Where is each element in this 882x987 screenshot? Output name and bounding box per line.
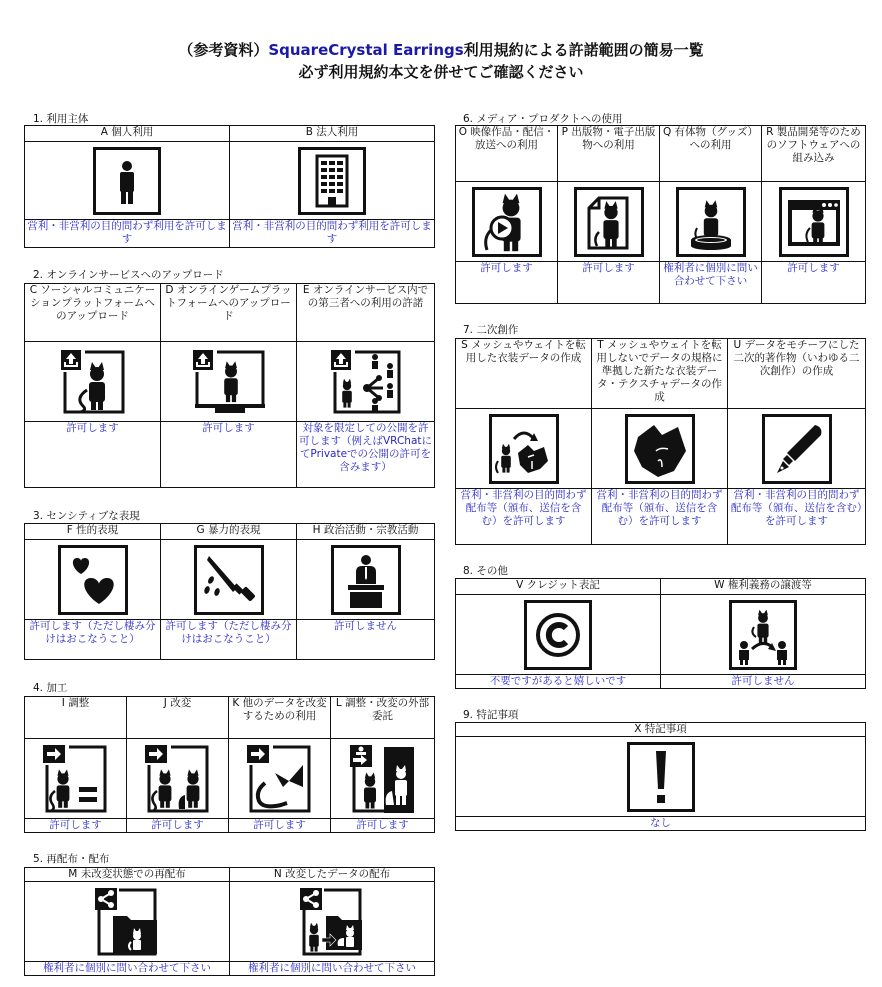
section-2-table xyxy=(24,283,435,488)
outsource-icon xyxy=(348,743,418,815)
costume-icon xyxy=(625,414,695,484)
item-l-value: 許可します xyxy=(331,819,435,833)
item-r-value: 許可します xyxy=(762,262,866,304)
building-icon xyxy=(298,147,366,215)
item-e-value: 対象を限定しての公開を許可します（例えばVRChatにてPrivateでの公開の許可を含みます） xyxy=(297,422,435,488)
section-2-label: 2. オンラインサービスへのアップロード xyxy=(33,269,224,281)
video-icon xyxy=(472,187,542,257)
item-u-value: 営利・非営利の目的問わず配布等（頒布、送信を含む）を許可します xyxy=(728,489,866,545)
item-t-value: 営利・非営利の目的問わず配布等（頒布、送信を含む）を許可します xyxy=(592,489,728,545)
copyright-icon xyxy=(524,600,592,670)
pen-nib-icon xyxy=(762,414,832,484)
section-7-table xyxy=(455,338,866,545)
item-t-header: T メッシュやウェイトを転用しないでデータの規格に準拠した新たな衣装データ・テクスチャデータの作成 xyxy=(592,339,728,409)
item-d-value: 許可します xyxy=(161,422,297,488)
item-m-value: 権利者に個別に問い合わせて下さい xyxy=(25,962,230,976)
item-o-value: 許可します xyxy=(456,262,558,304)
person-icon xyxy=(93,147,161,215)
item-w-value: 許可しません xyxy=(661,675,866,689)
software-window-icon xyxy=(779,187,849,257)
section-5-table xyxy=(24,867,435,976)
goods-figure-icon xyxy=(676,187,746,257)
item-r-header: R 製品開発等のためのソフトウェアへの組み込み xyxy=(762,126,866,182)
section-5-label: 5. 再配布・配布 xyxy=(33,853,110,865)
brand-name: SquareCrystal Earrings xyxy=(268,41,464,59)
item-l-header: L 調整・改変の外部委託 xyxy=(331,697,435,739)
section-6-table xyxy=(455,125,866,304)
section-1-label: 1. 利用主体 xyxy=(33,113,89,125)
item-i-header: I 調整 xyxy=(25,697,127,739)
item-b-value: 営利・非営利の目的問わず利用を許可します xyxy=(230,220,435,248)
title-prefix: （参考資料） xyxy=(178,41,269,59)
item-o-header: O 映像作品・配信・放送への利用 xyxy=(456,126,558,182)
transfer-rights-icon xyxy=(729,600,797,670)
section-9-label: 9. 特記事項 xyxy=(463,709,519,721)
share-third-party-icon xyxy=(327,348,405,416)
upload-game-icon xyxy=(189,348,269,416)
section-6-label: 6. メディア・プロダクトへの使用 xyxy=(463,113,623,125)
distribute-modified-icon xyxy=(298,886,366,958)
use-for-other-data-icon xyxy=(245,743,315,815)
item-q-value: 権利者に個別に問い合わせて下さい xyxy=(660,262,762,304)
page-title xyxy=(0,39,882,60)
redistribute-icon xyxy=(93,886,161,958)
item-j-header: J 改変 xyxy=(127,697,229,739)
item-d-header: D オンラインゲームプラットフォームへのアップロード xyxy=(161,284,297,342)
item-b-header: B 法人利用 xyxy=(230,126,435,142)
item-k-value: 許可します xyxy=(229,819,331,833)
exclamation-icon xyxy=(627,742,695,812)
item-m-header: M 未改変状態での再配布 xyxy=(25,868,230,882)
section-4-label: 4. 加工 xyxy=(33,682,68,694)
adjust-icon xyxy=(41,743,111,815)
page-subtitle: 必ず利用規約本文を併せてご確認ください xyxy=(298,63,584,81)
item-s-value: 営利・非営利の目的問わず配布等（頒布、送信を含む）を許可します xyxy=(456,489,592,545)
item-n-value: 権利者に個別に問い合わせて下さい xyxy=(230,962,435,976)
item-g-value: 許可します（ただし棲み分けはおこなうこと） xyxy=(161,620,297,660)
item-a-header: A 個人利用 xyxy=(25,126,230,142)
item-h-value: 許可しません xyxy=(297,620,435,660)
item-k-header: K 他のデータを改変するための利用 xyxy=(229,697,331,739)
item-w-header: W 権利義務の譲渡等 xyxy=(661,579,866,595)
item-v-header: V クレジット表記 xyxy=(456,579,661,595)
modify-icon xyxy=(143,743,213,815)
item-s-header: S メッシュやウェイトを転用した衣装データの作成 xyxy=(456,339,592,409)
item-p-value: 許可します xyxy=(558,262,660,304)
item-q-header: Q 有体物（グッズ）への利用 xyxy=(660,126,762,182)
section-8-table xyxy=(455,578,866,689)
item-u-header: U データをモチーフにした二次的著作物（いわゆる二次創作）の作成 xyxy=(728,339,866,409)
podium-icon xyxy=(331,545,401,615)
upload-sns-icon xyxy=(57,348,129,416)
item-f-value: 許可します（ただし棲み分けはおこなうこと） xyxy=(25,620,161,660)
hearts-icon xyxy=(58,545,128,615)
item-i-value: 許可します xyxy=(25,819,127,833)
item-p-header: P 出版物・電子出版物への利用 xyxy=(558,126,660,182)
section-8-label: 8. その他 xyxy=(463,565,508,577)
title-suffix: 利用規約による許諾範囲の簡易一覧 xyxy=(463,41,704,59)
item-n-header: N 改変したデータの配布 xyxy=(230,868,435,882)
item-v-value: 不要ですがあると嬉しいです xyxy=(456,675,661,689)
section-3-label: 3. センシティブな表現 xyxy=(33,510,140,522)
item-f-header: F 性的表現 xyxy=(25,524,161,540)
item-c-value: 許可します xyxy=(25,422,161,488)
section-9-table xyxy=(455,722,866,831)
item-x-value: なし xyxy=(456,817,866,831)
item-c-header: C ソーシャルコミュニケーションプラットフォームへのアップロード xyxy=(25,284,161,342)
section-4-table xyxy=(24,696,435,833)
item-h-header: H 政治活動・宗教活動 xyxy=(297,524,435,540)
costume-transfer-icon xyxy=(489,414,559,484)
item-e-header: E オンラインサービス内での第三者への利用の許諾 xyxy=(297,284,435,342)
item-g-header: G 暴力的表現 xyxy=(161,524,297,540)
section-1-table xyxy=(24,125,435,248)
publication-icon xyxy=(574,187,644,257)
item-a-value: 営利・非営利の目的問わず利用を許可します xyxy=(25,220,230,248)
section-7-label: 7. 二次創作 xyxy=(463,324,519,336)
item-x-header: X 特記事項 xyxy=(456,723,866,737)
section-3-table xyxy=(24,523,435,660)
knife-icon xyxy=(194,545,264,615)
item-j-value: 許可します xyxy=(127,819,229,833)
